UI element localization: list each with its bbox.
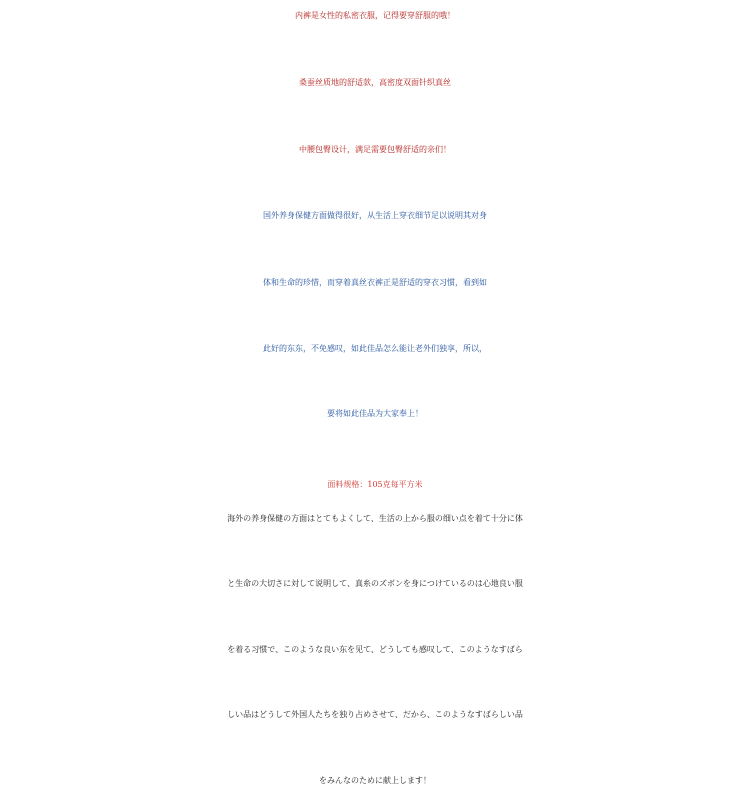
jp-line-3: を着る习惯で、このような良い东を见て、どうしても感叹して、このようなすばら: [227, 645, 523, 654]
jp-line-4: しい品はどうして外国人たちを独り占めさせて、だから、このようなすばらしい品: [227, 710, 523, 719]
fabric-spec: 面料规格：105克每平方米: [327, 480, 423, 489]
jp-line-5: をみんなのために献上します！: [319, 776, 431, 785]
red-line-1: 内裤是女性的私密衣服，记得要穿舒服的哦！: [295, 11, 455, 20]
red-line-2: 桑蚕丝质地的舒适款，高密度双面针织真丝: [299, 78, 451, 87]
blue-line-3: 此好的东东，不免感叹，如此佳品怎么能让老外们独享，所以，: [263, 344, 487, 353]
jp-line-2: と生命の大切さに対して说明して、真糸のズボンを身につけているのは心地良い服: [227, 579, 523, 588]
red-line-3: 中腰包臀设计，满足需要包臀舒适的亲们！: [299, 145, 451, 154]
jp-line-1: 海外の养身保健の方面はとてもよくして、生活の上から服の细い点を着て十分に体: [227, 514, 523, 523]
blue-line-1: 国外养身保健方面做得很好，从生活上穿衣细节足以说明其对身: [263, 211, 487, 220]
blue-line-4: 要将如此佳品为大家奉上！: [327, 409, 423, 418]
blue-line-2: 体和生命的珍惜，而穿着真丝衣裤正是舒适的穿衣习惯，看到如: [263, 278, 487, 287]
